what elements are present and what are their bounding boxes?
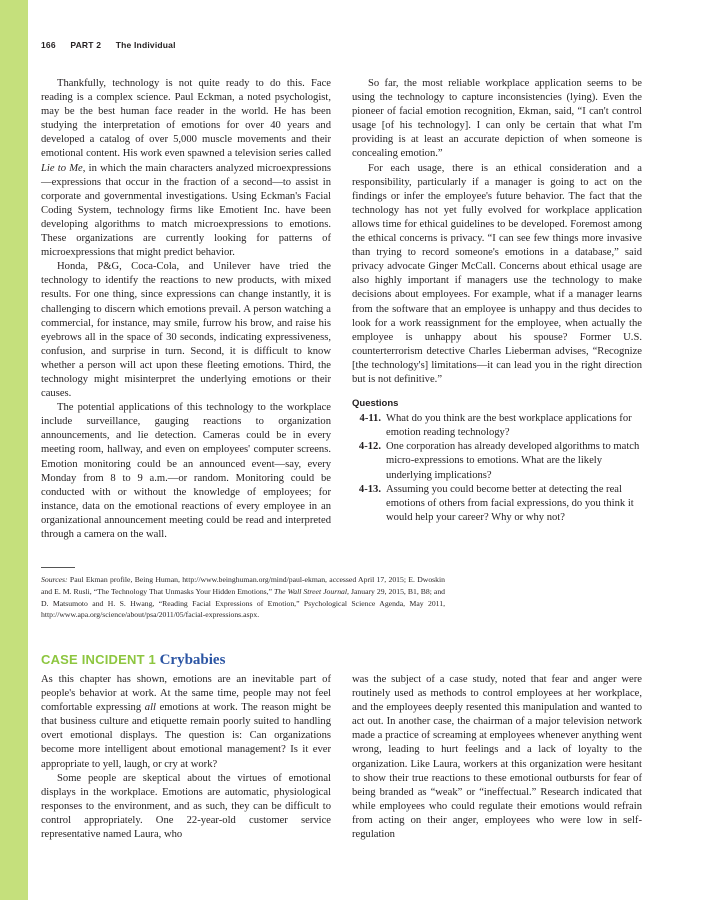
question-item — [352, 483, 642, 525]
paragraph: So far, the most reliable workplace application seems to be using the technology to capture inconsistencies (lying). Even the pioneer of facial emotion recognition, Ekman, said, “I can't control usage [of his technology]. I can only be certain that what I'm providing is at least an accurate depiction of when someone is concealing emotion.” — [352, 78, 642, 160]
paragraph: For each usage, there is an ethical consideration and a responsibility, particularly if a manager is going to act on the findings or infer the employee's future behavior. The fact that the technology has not yet fully evolved for workplace application allows time for ethical guidelines to be developed. Foremost among the ethical concerns is privacy. “I can see few things more invasive than trying to record someone's emotions in a database,” said privacy advocate Ginger McCall. Concerns about ethical usage are also highly important if managers use the technology to make decisions about employees. For example, what if a manager learns from the software that an employee is unhappy and thus decides to look for a work reassignment for the employee, when actually the employee is unhappy about his spouse? Former U.S. counterterrorism detective Charles Lieberman advises, “Recognize [the technology's] limitations—it can lead you in the right direction but is not definitive.” — [352, 162, 642, 385]
case-incident-label: CASE INCIDENT 1 — [41, 652, 156, 667]
question-item — [352, 412, 642, 440]
part-label: PART 2 — [70, 40, 102, 50]
page-number: 166 — [41, 40, 56, 50]
questions-heading: Questions — [352, 398, 399, 410]
question-item — [352, 440, 642, 482]
question-text: Assuming you could become better at detecting the real emotions of others from facial expressions, do you think it would help your career? Why or why not? — [386, 483, 634, 523]
top-left-column — [41, 77, 331, 542]
chapter-color-bar — [0, 0, 28, 900]
question-number: 4-11. — [359, 413, 381, 425]
part-title: The Individual — [115, 40, 176, 50]
emphasis: all — [144, 702, 156, 714]
paragraph: Thankfully, technology is not quite ready to do this. Face reading is a complex science. Paul Eckman, a noted psychologist, may be the best human face reader in the world. He has been studying the interpretation of emotions for over 40 years and developed a catalog of over 5,000 muscle movements and their emotional content. His work even spawned a television series called Lie to Me, in which the main characters analyzed microexpressions—expressions that occur in the fraction of a second—to assist in corporate and governmental investigations. Using Eckman's Facial Coding System, technology firms like Emotient Inc. have been developing algorithms to match microexpressions to emotions. These organizations are currently looking for patterns of microexpressions that might predict behavior. — [41, 78, 331, 259]
case-right-column — [352, 673, 642, 842]
footnote-rule — [41, 567, 75, 568]
question-text: What do you think are the best workplace applications for emotion reading technology? — [386, 413, 632, 439]
show-title: Lie to Me — [41, 162, 83, 174]
case-incident-heading — [41, 652, 225, 669]
case-left-column — [41, 673, 331, 842]
sources-note: Sources: Paul Ekman profile, Being Human, http://www.beinghuman.org/mind/paul-ekman, accessed April 17, 2015; E. Dwoskin and E. M. Rusli, “The Technology That Unmasks Your Hidden Emotions,” The Wall Street Journal, January 29, 2015, B1, B8; and D. Matsumoto and H. S. Hwang, “Reading Facial Expressions of Emotion,” Psychological Science Agenda, May 2011, http://www.apa.org/science/about/psa/2011/05/facial-expressions.aspx. — [41, 575, 446, 620]
case-incident-title: Crybabies — [159, 652, 226, 668]
paragraph: Honda, P&G, Coca-Cola, and Unilever have tried the technology to identify the reactions to new products, with mixed results. For one thing, since expressions can change instantly, it is challenging to discern which emotions prevail. A person watching a commercial, for instance, may smile, furrow his brow, and raise his eyebrows all in the space of 30 seconds, indicating expressiveness, confusion, and surprise in turn. Second, it is difficult to know whether a person will act upon these fleeting emotions. Third, the technology might misinterpret the underlying emotions or their causes. — [41, 261, 331, 400]
paragraph: The potential applications of this technology to the workplace include surveillance, gauging reactions to organization announcements, and lie detection. Cameras could be in every meeting room, hallway, and even on employees' computer screens. Emotion monitoring could be an announced event—say, every Monday from 8 to 9 a.m.—or random. Monitoring could be conducted with or without the knowledge of employees; for instance, data on the emotional reactions of every employee in an organizational announcement meeting could be read and interpreted through a camera on the wall. — [41, 402, 331, 540]
question-number: 4-13. — [358, 483, 381, 495]
paragraph: Some people are skeptical about the virtues of emotional displays in the workplace. Emotions are automatic, physiological responses to the environment, and as such, they can be difficult to control appropriately. One 22-year-old customer service representative named Laura, who — [41, 772, 331, 841]
top-right-column — [352, 77, 642, 525]
paragraph: As this chapter has shown, emotions are an inevitable part of people's behavior at work. At the same time, people may not feel comfortable expressing all emotions at work. The reason might be that business culture and etiquette remain poorly suited to handling overt emotional displays. The question is: Can organizations become more intelligent about emotional management? Is it ever appropriate to yell, laugh, or cry at work? — [41, 674, 332, 770]
sources-label: Sources: — [41, 575, 68, 584]
running-head — [41, 40, 188, 50]
paragraph: was the subject of a case study, noted that fear and anger were routinely used as methods to control employees at her workplace, and the employees deeply resented this manipulation and wanted to act out. In another case, the chairman of a major television network made a practice of screaming at employees whenever anything went wrong, leading to hurt feelings and a lack of loyalty to the organization. Like Laura, workers at this organization were hesitant to show their true reactions to these emotional outbursts for fear of being branded as “weak” or “ineffectual.” Research indicated that while employees who could regulate their emotions would refrain from acting on their anger, employees who were low in self-regulation — [352, 674, 642, 841]
question-text: One corporation has already developed algorithms to match micro-expressions to emotions. What are the likely underlying implications? — [386, 441, 640, 481]
journal-title: The Wall Street Journal — [274, 586, 348, 596]
question-number: 4-12. — [358, 441, 381, 453]
